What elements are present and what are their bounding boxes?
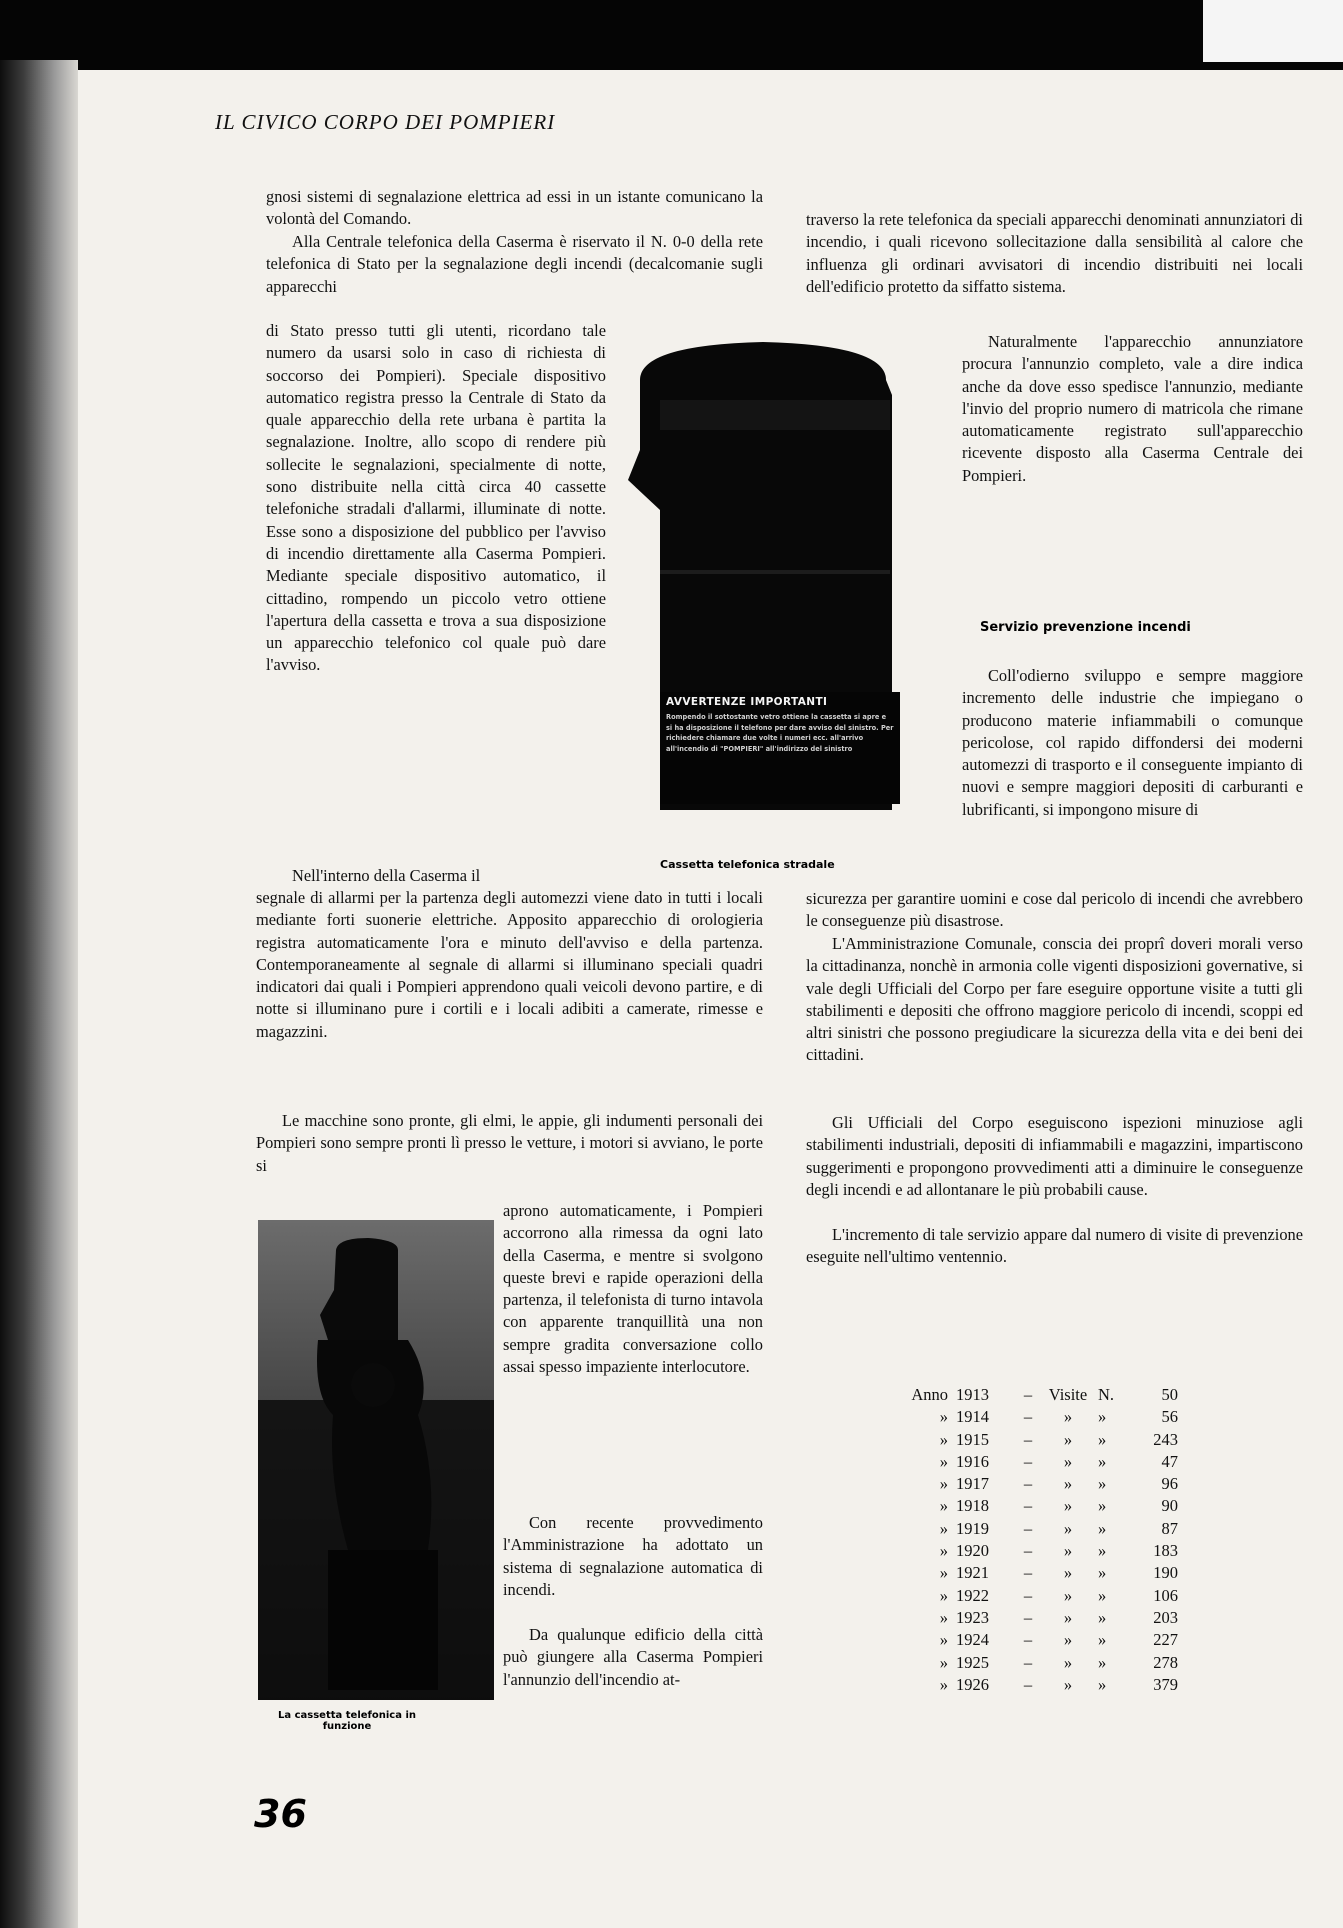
visits-cell-dash: – <box>1023 1385 1033 1404</box>
visits-cell-value: 190 <box>1153 1563 1178 1583</box>
table-row <box>888 1473 1178 1495</box>
left-para-3-rest: segnale di allarmi per la partenza degli automezzi viene dato in tutti i locali mediante forti suonerie elettriche. Apposito apparecchio di orologieria registra automaticamente l'ora e minuto dell'avviso e della partenza. Contemporaneamente al segnale di allarmi si illuminano speciali quadri indicatori dai quali i Pompieri apprendono quali veicoli devono partire, e di notte si illuminano pure i cortili e i locali adibiti a camerate, rimesse e magazzini. <box>256 888 763 1041</box>
visits-cell-label: » <box>1063 1630 1073 1650</box>
visits-cell-n: » <box>1098 1518 1107 1538</box>
table-row <box>888 1652 1178 1674</box>
visits-cell-value: 90 <box>1161 1496 1178 1516</box>
visits-cell-n: N. <box>1098 1385 1115 1404</box>
visits-cell-n: » <box>1098 1674 1107 1694</box>
visits-cell-label: » <box>1063 1429 1073 1449</box>
visits-cell-dash: – <box>1023 1607 1033 1627</box>
visits-cell-label: » <box>1063 1407 1073 1427</box>
visits-cell-n: » <box>1098 1407 1107 1427</box>
visits-cell-value: 47 <box>1161 1451 1178 1471</box>
visits-cell-year: 1915 <box>956 1429 989 1449</box>
left-para-5: Con recente provvedimento l'Amministrazione ha adottato un sistema di segnalazione automatica di incendi. <box>503 1513 763 1599</box>
running-header: IL CIVICO CORPO DEI POMPIERI <box>215 110 556 134</box>
right-para-4: L'Amministrazione Comunale, conscia dei proprî doveri morali verso la cittadinanza, nonchè in armonia colle vigenti disposizioni governative, si vale degli Ufficiali del Corpo per fare eseguire opportune visite a tutti gli stabilimenti e depositi che offrono maggiore pericolo di incendi, scoppi ed altri sinistri che possono pregiudicare la sicurezza della vita e dei beni dei cittadini. <box>806 934 1303 1065</box>
table-row <box>888 1585 1178 1607</box>
visits-table-body <box>888 1384 1178 1696</box>
visits-cell-label: » <box>1063 1518 1073 1538</box>
visits-cell-value: 203 <box>1153 1607 1178 1627</box>
table-row <box>888 1495 1178 1517</box>
visits-cell-year: 1917 <box>956 1474 989 1494</box>
table-row <box>888 1562 1178 1584</box>
table-row <box>888 1540 1178 1562</box>
page-number: 36 <box>254 1792 307 1836</box>
visits-cell-year: 1921 <box>956 1563 989 1583</box>
visits-cell-label: » <box>1063 1496 1073 1516</box>
visits-cell-prefix: » <box>939 1518 948 1538</box>
street-box-photo <box>620 340 906 838</box>
table-row <box>888 1518 1178 1540</box>
visits-cell-dash: – <box>1023 1474 1033 1494</box>
visits-cell-n: » <box>1098 1474 1107 1494</box>
right-para-3-wrap: Coll'odierno sviluppo e sempre maggiore incremento delle industrie che impiegano o producono materie infiammabili o comunque pericolose, col rapido diffondersi dei moderni automezzi di trasporto e il conseguente impianto di nuovi e sempre maggiori depositi di carburanti e lubrificanti, si impongono misure di <box>962 666 1303 819</box>
left-para-2-full: Alla Centrale telefonica della Caserma è riservato il N. 0-0 della rete telefonica di Stato per la segnalazione degli incendi (decalcomanie sugli apparecchi <box>266 232 763 296</box>
visits-cell-n: » <box>1098 1585 1107 1605</box>
visits-cell-dash: – <box>1023 1518 1033 1538</box>
warning-sign <box>660 692 900 804</box>
left-para-1: gnosi sistemi di segnalazione elettrica ad essi in un istante comunicano la volontà del Comando. <box>266 187 763 229</box>
visits-cell-n: » <box>1098 1652 1107 1672</box>
visits-cell-dash: – <box>1023 1652 1033 1672</box>
visits-cell-value: 278 <box>1153 1652 1178 1672</box>
visits-cell-prefix: Anno <box>911 1385 948 1404</box>
scan-top-border <box>0 0 1343 70</box>
visits-cell-label: » <box>1063 1541 1073 1561</box>
visits-table <box>888 1384 1178 1696</box>
visits-cell-n: » <box>1098 1451 1107 1471</box>
visits-cell-label: » <box>1063 1585 1073 1605</box>
warning-sign-text: Rompendo il sottostante vetro ottiene la cassetta si apre e si ha disposizione il telefono per dare avviso del sinistro. Per richiedere chiamare due volte i numeri ecc. all'arrivo all'incendio di "POMPIERI" all'indirizzo del sinistro <box>666 713 894 753</box>
table-row <box>888 1429 1178 1451</box>
visits-cell-value: 227 <box>1153 1630 1178 1650</box>
visits-cell-value: 96 <box>1161 1474 1178 1494</box>
visits-cell-prefix: » <box>939 1563 948 1583</box>
right-para-5: Gli Ufficiali del Corpo eseguiscono ispezioni minuziose agli stabilimenti industriali, depositi di infiammabili e magazzini, impartiscono suggerimenti e propongono provvedimenti atti a diminuire le conseguenze degli incendi e ad allontanare le più probabili cause. <box>806 1113 1303 1199</box>
visits-cell-value: 106 <box>1153 1585 1178 1605</box>
visits-cell-dash: – <box>1023 1451 1033 1471</box>
visits-cell-dash: – <box>1023 1630 1033 1650</box>
visits-cell-label: » <box>1063 1451 1073 1471</box>
visits-cell-dash: – <box>1023 1674 1033 1694</box>
visits-cell-n: » <box>1098 1563 1107 1583</box>
visits-cell-prefix: » <box>939 1607 948 1627</box>
visits-cell-year: 1918 <box>956 1496 989 1516</box>
visits-cell-year: 1924 <box>956 1630 989 1650</box>
visits-cell-value: 379 <box>1153 1674 1178 1694</box>
visits-cell-prefix: » <box>939 1674 948 1694</box>
table-row <box>888 1451 1178 1473</box>
visits-cell-prefix: » <box>939 1630 948 1650</box>
visits-cell-dash: – <box>1023 1585 1033 1605</box>
visits-cell-value: 243 <box>1153 1429 1178 1449</box>
visits-cell-year: 1925 <box>956 1652 989 1672</box>
section-title-prevention: Servizio prevenzione incendi <box>980 620 1191 635</box>
warning-sign-title: AVVERTENZE IMPORTANTI <box>666 696 828 708</box>
visits-cell-n: » <box>1098 1429 1107 1449</box>
visits-cell-label: » <box>1063 1674 1073 1694</box>
visits-cell-year: 1920 <box>956 1541 989 1561</box>
visits-cell-dash: – <box>1023 1407 1033 1427</box>
left-para-4-full: Le macchine sono pronte, gli elmi, le appie, gli indumenti personali dei Pompieri sono sempre pronti lì presso le vetture, i motori si avviano, le porte si <box>256 1111 763 1175</box>
caption-street-box: Cassetta telefonica stradale <box>660 858 835 871</box>
visits-cell-label: » <box>1063 1652 1073 1672</box>
visits-cell-dash: – <box>1023 1429 1033 1449</box>
box-in-use-photo <box>258 1220 494 1700</box>
visits-cell-n: » <box>1098 1607 1107 1627</box>
visits-cell-prefix: » <box>939 1429 948 1449</box>
table-row <box>888 1406 1178 1428</box>
visits-cell-n: » <box>1098 1496 1107 1516</box>
right-para-3-full: sicurezza per garantire uomini e cose dal pericolo di incendi che avrebbero le conseguenze più disastrose. <box>806 889 1303 931</box>
left-para-3-start: Nell'interno della Caserma il <box>292 866 481 885</box>
right-para-6: L'incremento di tale servizio appare dal numero di visite di prevenzione eseguite nell'ultimo ventennio. <box>806 1225 1303 1267</box>
visits-cell-label: Visite <box>1048 1385 1088 1404</box>
right-para-2: Naturalmente l'apparecchio annunziatore procura l'annunzio completo, vale a dire indica anche da dove esso spedisce l'annunzio, mediante l'invio del proprio numero di matricola che rimane automaticamente registrato sull'apparecchio ricevente disposto alla Caserma Centrale dei Pompieri. <box>962 332 1303 485</box>
visits-cell-year: 1916 <box>956 1451 989 1471</box>
visits-cell-prefix: » <box>939 1652 948 1672</box>
table-row <box>888 1384 1178 1406</box>
visits-cell-year: 1914 <box>956 1407 989 1427</box>
box-in-use-illustration <box>258 1220 494 1700</box>
visits-cell-prefix: » <box>939 1496 948 1516</box>
visits-cell-year: 1919 <box>956 1518 989 1538</box>
table-row <box>888 1674 1178 1696</box>
visits-cell-dash: – <box>1023 1496 1033 1516</box>
visits-cell-dash: – <box>1023 1541 1033 1561</box>
book-spine-shadow <box>0 60 78 1928</box>
visits-cell-prefix: » <box>939 1451 948 1471</box>
table-row <box>888 1607 1178 1629</box>
visits-cell-year: 1926 <box>956 1674 989 1694</box>
visits-cell-prefix: » <box>939 1474 948 1494</box>
visits-cell-label: » <box>1063 1563 1073 1583</box>
caption-box-in-use: La cassetta telefonica in funzione <box>278 1710 416 1732</box>
scan-corner <box>1203 0 1343 62</box>
visits-cell-year: 1913 <box>956 1385 989 1404</box>
table-row <box>888 1629 1178 1651</box>
visits-cell-year: 1922 <box>956 1585 989 1605</box>
visits-cell-n: » <box>1098 1630 1107 1650</box>
visits-cell-prefix: » <box>939 1585 948 1605</box>
visits-cell-value: 87 <box>1161 1518 1178 1538</box>
left-para-6: Da qualunque edificio della città può giungere alla Caserma Pompieri l'annunzio dell'incendio at- <box>503 1625 763 1689</box>
visits-cell-value: 56 <box>1161 1407 1178 1427</box>
visits-cell-year: 1923 <box>956 1607 989 1627</box>
visits-cell-value: 183 <box>1153 1541 1178 1561</box>
left-para-2-wrap: di Stato presso tutti gli utenti, ricordano tale numero da usarsi solo in caso di richiesta di soccorso dei Pompieri). Speciale dispositivo automatico registra presso la Centrale di Stato da quale apparecchio della rete urbana è partita la segnalazione. Inoltre, allo scopo di rendere più sollecite le segnalazioni, specialmente di notte, sono distribuite nella città circa 40 cassette telefoniche stradali d'allarmi, illuminate di notte. Esse sono a disposizione del pubblico per l'avviso di incendio direttamente alla Caserma Pompieri. Mediante speciale dispositivo automatico, il cittadino, rompendo un piccolo vetro ottiene l'apertura della cassetta e trova a sua disposizione un apparecchio telefonico col quale può dare l'avviso. <box>266 321 606 675</box>
visits-cell-n: » <box>1098 1541 1107 1561</box>
visits-cell-prefix: » <box>939 1541 948 1561</box>
left-para-4-wrap: aprono automaticamente, i Pompieri accorrono alla rimessa da ogni lato della Caserma, e mentre si svolgono queste brevi e rapide operazioni della partenza, il telefonista di turno intavola con apparente tranquillità una non sempre gradita conversazione collo assai spesso impaziente interlocutore. <box>503 1201 763 1377</box>
visits-cell-dash: – <box>1023 1563 1033 1583</box>
visits-cell-label: » <box>1063 1474 1073 1494</box>
right-para-1: traverso la rete telefonica da speciali apparecchi denominati annunziatori di incendio, i quali ricevono sollecitazione dalla sensibilità al calore che influenza gli ordinari avvisatori di incendio distribuiti nei locali dell'edificio protetto da siffatto sistema. <box>806 210 1303 296</box>
visits-cell-prefix: » <box>939 1407 948 1427</box>
visits-cell-value: 50 <box>1161 1385 1178 1404</box>
visits-cell-label: » <box>1063 1607 1073 1627</box>
